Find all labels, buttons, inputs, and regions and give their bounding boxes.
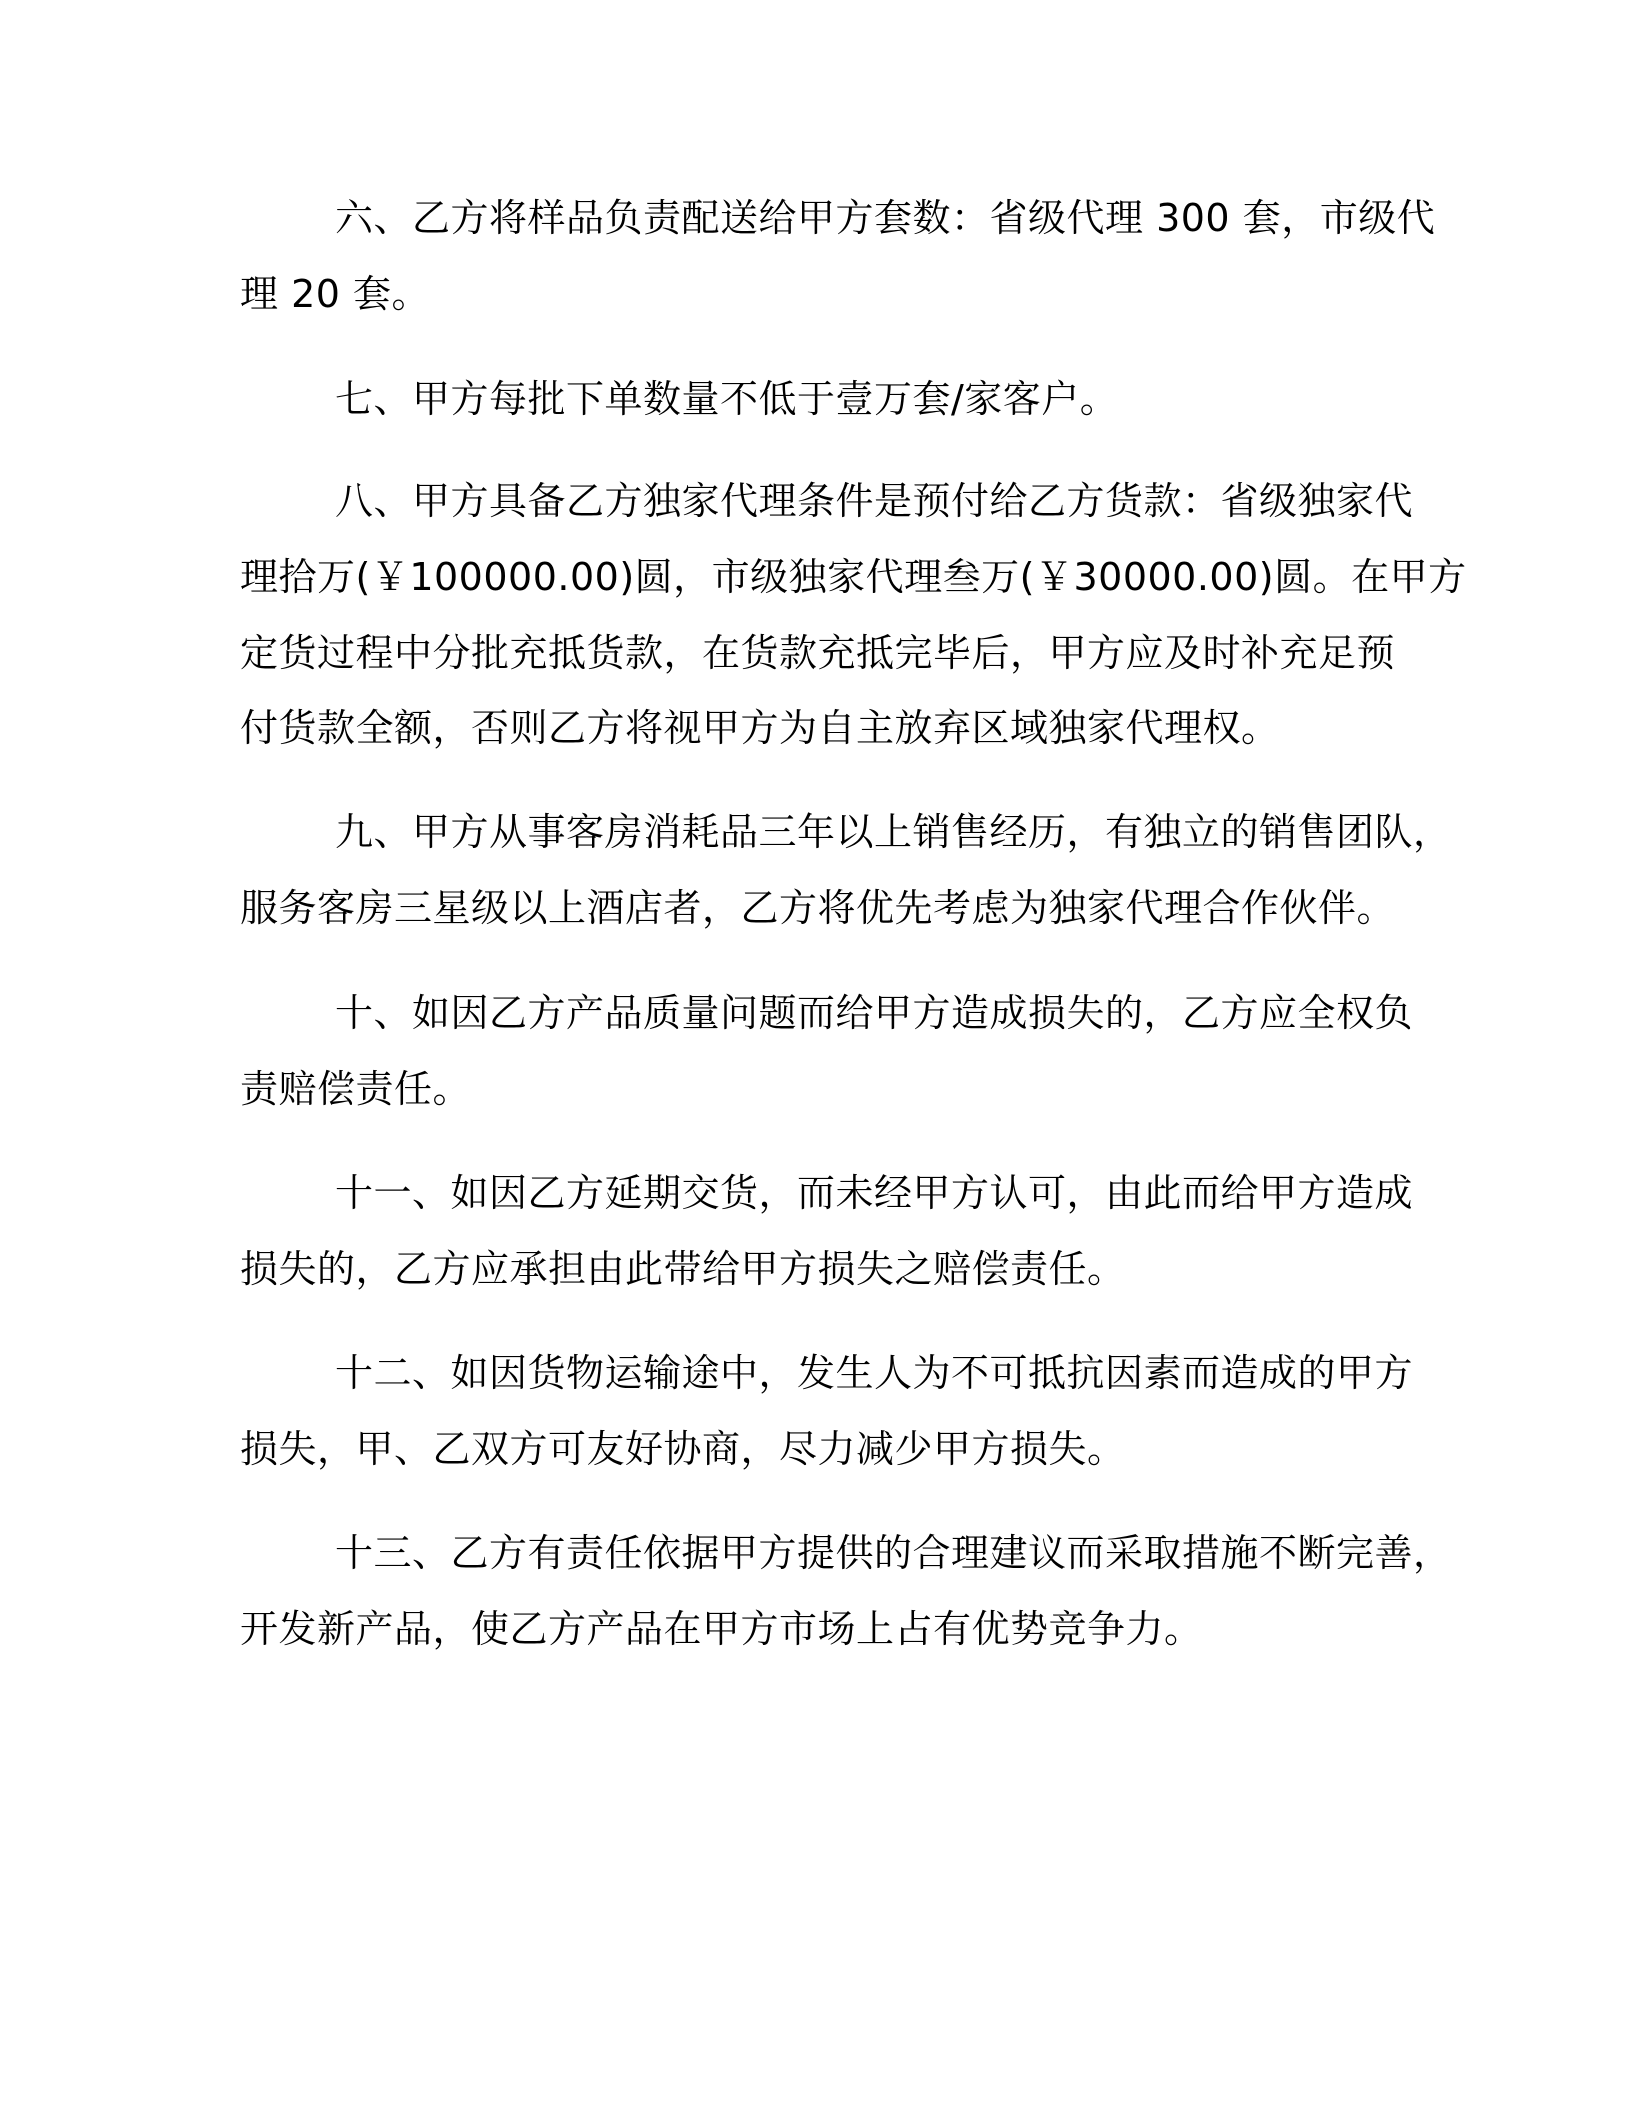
clause-6-line-2: 理 20 套。 xyxy=(240,272,431,316)
clause-13-line-2: 开发新产品，使乙方产品在甲方市场上占有优势竞争力。 xyxy=(240,1607,1203,1651)
clause-6-line-1: 六、乙方将样品负责配送给甲方套数：省级代理 300 套，市级代 xyxy=(335,196,1436,240)
clause-9-line-2: 服务客房三星级以上酒店者，乙方将优先考虑为独家代理合作伙伴。 xyxy=(240,886,1396,930)
clause-8-line-2: 理拾万(￥100000.00)圆，市级独家代理叁万(￥30000.00)圆。在甲方 xyxy=(240,555,1467,599)
clause-7-line-1: 七、甲方每批下单数量不低于壹万套/家客户。 xyxy=(335,377,1119,421)
clause-8-line-3: 定货过程中分批充抵货款，在货款充抵完毕后，甲方应及时补充足预 xyxy=(240,631,1396,675)
clause-10-line-1: 十、如因乙方产品质量问题而给甲方造成损失的，乙方应全权负 xyxy=(335,991,1414,1035)
clause-12-line-2: 损失，甲、乙双方可友好协商，尽力减少甲方损失。 xyxy=(240,1427,1126,1471)
clause-12-line-1: 十二、如因货物运输途中，发生人为不可抵抗因素而造成的甲方 xyxy=(335,1351,1414,1395)
clause-11-line-1: 十一、如因乙方延期交货，而未经甲方认可，由此而给甲方造成 xyxy=(335,1171,1414,1215)
clause-10-line-2: 责赔偿责任。 xyxy=(240,1067,472,1111)
clause-8-line-1: 八、甲方具备乙方独家代理条件是预付给乙方货款：省级独家代 xyxy=(335,479,1414,523)
clause-9-line-1: 九、甲方从事客房消耗品三年以上销售经历，有独立的销售团队， xyxy=(335,810,1452,854)
clause-8-line-4: 付货款全额，否则乙方将视甲方为自主放弃区域独家代理权。 xyxy=(240,706,1280,750)
clause-11-line-2: 损失的，乙方应承担由此带给甲方损失之赔偿责任。 xyxy=(240,1247,1126,1291)
clause-13-line-1: 十三、乙方有责任依据甲方提供的合理建议而采取措施不断完善， xyxy=(335,1531,1452,1575)
